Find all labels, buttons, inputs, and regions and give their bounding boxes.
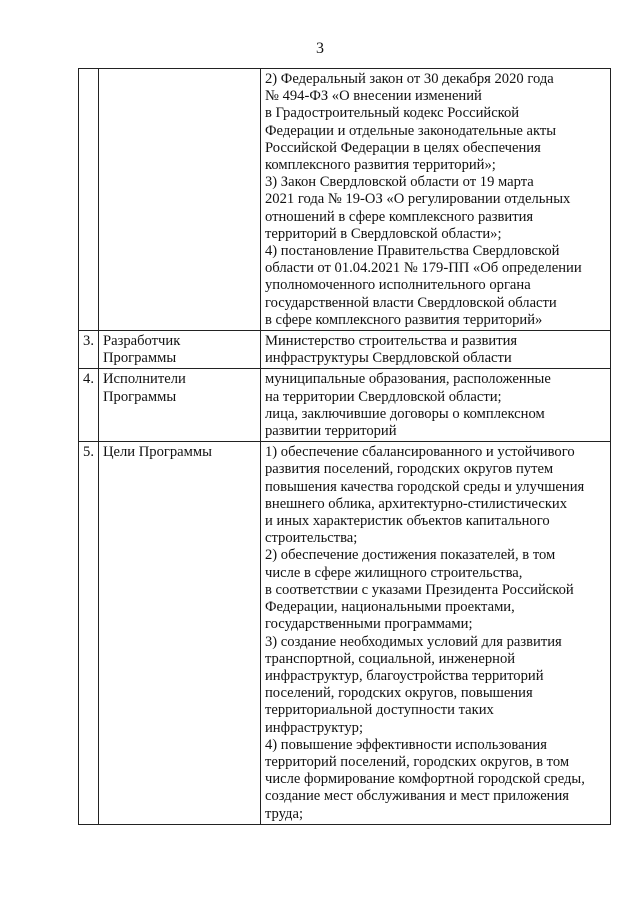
section-content-cell xyxy=(261,369,611,442)
row-number-cell xyxy=(79,369,99,442)
content-line: 3) создание необходимых условий для развития xyxy=(265,633,562,650)
section-content-cell xyxy=(261,69,611,331)
content-line: уполномоченного исполнительного органа xyxy=(265,277,531,294)
section-name-line: Программы xyxy=(103,350,177,367)
content-line: 2) обеспечение достижения показателей, в том xyxy=(265,547,556,564)
content-line: числе формирование комфортной городской среды, xyxy=(265,771,585,788)
content-line: и иных характеристик объектов капитального xyxy=(265,513,550,530)
page-number: 3 xyxy=(316,40,324,57)
content-line: лица, заключившие договоры о комплексном xyxy=(265,405,545,422)
content-line: Федерации, национальными проектами, xyxy=(265,599,515,616)
section-name-cell xyxy=(99,442,261,824)
table-row xyxy=(79,442,611,824)
content-line: Министерство строительства и развития xyxy=(265,333,518,350)
row-number-cell xyxy=(79,442,99,824)
content-line: 4) повышение эффективности использования xyxy=(265,736,547,753)
content-line: в Градостроительный кодекс Российской xyxy=(265,105,520,122)
content-line: инфраструктур, благоустройства территорий xyxy=(265,667,544,684)
row-number: 3. xyxy=(83,333,94,350)
content-line: транспортной, социальной, инженерной xyxy=(265,650,516,667)
program-passport-table xyxy=(78,68,611,825)
content-line: 3) Закон Свердловской области от 19 марта xyxy=(265,174,534,191)
content-line: повышения качества городской среды и улучшения xyxy=(265,478,585,495)
table-row xyxy=(79,69,611,331)
content-line: инфраструктуры Свердловской области xyxy=(265,350,512,367)
row-number-cell xyxy=(79,69,99,331)
content-line: строительства; xyxy=(265,530,358,547)
content-line: на территории Свердловской области; xyxy=(265,388,502,405)
content-line: территориальной доступности таких xyxy=(265,702,494,719)
content-line: комплексного развития территорий»; xyxy=(265,157,496,174)
content-line: инфраструктур; xyxy=(265,719,364,736)
section-name-cell xyxy=(99,369,261,442)
content-line: территорий поселений, городских округов, в том xyxy=(265,753,570,770)
content-line: 2021 года № 19-ОЗ «О регулировании отдельных xyxy=(265,191,571,208)
section-name-line: Разработчик xyxy=(103,333,181,350)
row-number: 5. xyxy=(83,444,94,461)
section-name-cell xyxy=(99,69,261,331)
content-line: муниципальные образования, расположенные xyxy=(265,371,551,388)
section-name-cell xyxy=(99,331,261,369)
content-line: территорий в Свердловской области»; xyxy=(265,225,502,242)
content-line: числе в сфере жилищного строительства, xyxy=(265,564,523,581)
content-line: области от 01.04.2021 № 179-ПП «Об определении xyxy=(265,260,582,277)
table-row xyxy=(79,331,611,369)
content-line: 1) обеспечение сбалансированного и устойчивого xyxy=(265,444,575,461)
content-line: создание мест обслуживания и мест приложения xyxy=(265,788,570,805)
content-line: развития поселений, городских округов путем xyxy=(265,461,554,478)
content-line: в соответствии с указами Президента Российской xyxy=(265,581,574,598)
content-line: 4) постановление Правительства Свердловской xyxy=(265,243,560,260)
section-name-line: Исполнители xyxy=(103,371,186,388)
table-row xyxy=(79,369,611,442)
table-body xyxy=(79,69,611,825)
row-number: 4. xyxy=(83,371,94,388)
content-line: поселений, городских округов, повышения xyxy=(265,685,533,702)
content-line: в сфере комплексного развития территорий» xyxy=(265,311,543,328)
content-line: государственной власти Свердловской области xyxy=(265,294,557,311)
content-line: № 494-ФЗ «О внесении изменений xyxy=(265,88,482,105)
content-line: Российской Федерации в целях обеспечения xyxy=(265,139,541,156)
content-line: отношений в сфере комплексного развития xyxy=(265,208,534,225)
content-line: развитии территорий xyxy=(265,423,397,440)
content-line: труда; xyxy=(265,805,303,822)
content-line: 2) Федеральный закон от 30 декабря 2020 года xyxy=(265,71,554,87)
section-content-cell xyxy=(261,442,611,824)
row-number-cell xyxy=(79,331,99,369)
content-line: государственными программами; xyxy=(265,616,473,633)
content-line: внешнего облика, архитектурно-стилистических xyxy=(265,495,568,512)
section-name-line: Программы xyxy=(103,388,177,405)
content-line: Федерации и отдельные законодательные акты xyxy=(265,122,557,139)
section-name-line: Цели Программы xyxy=(103,444,212,461)
section-content-cell xyxy=(261,331,611,369)
